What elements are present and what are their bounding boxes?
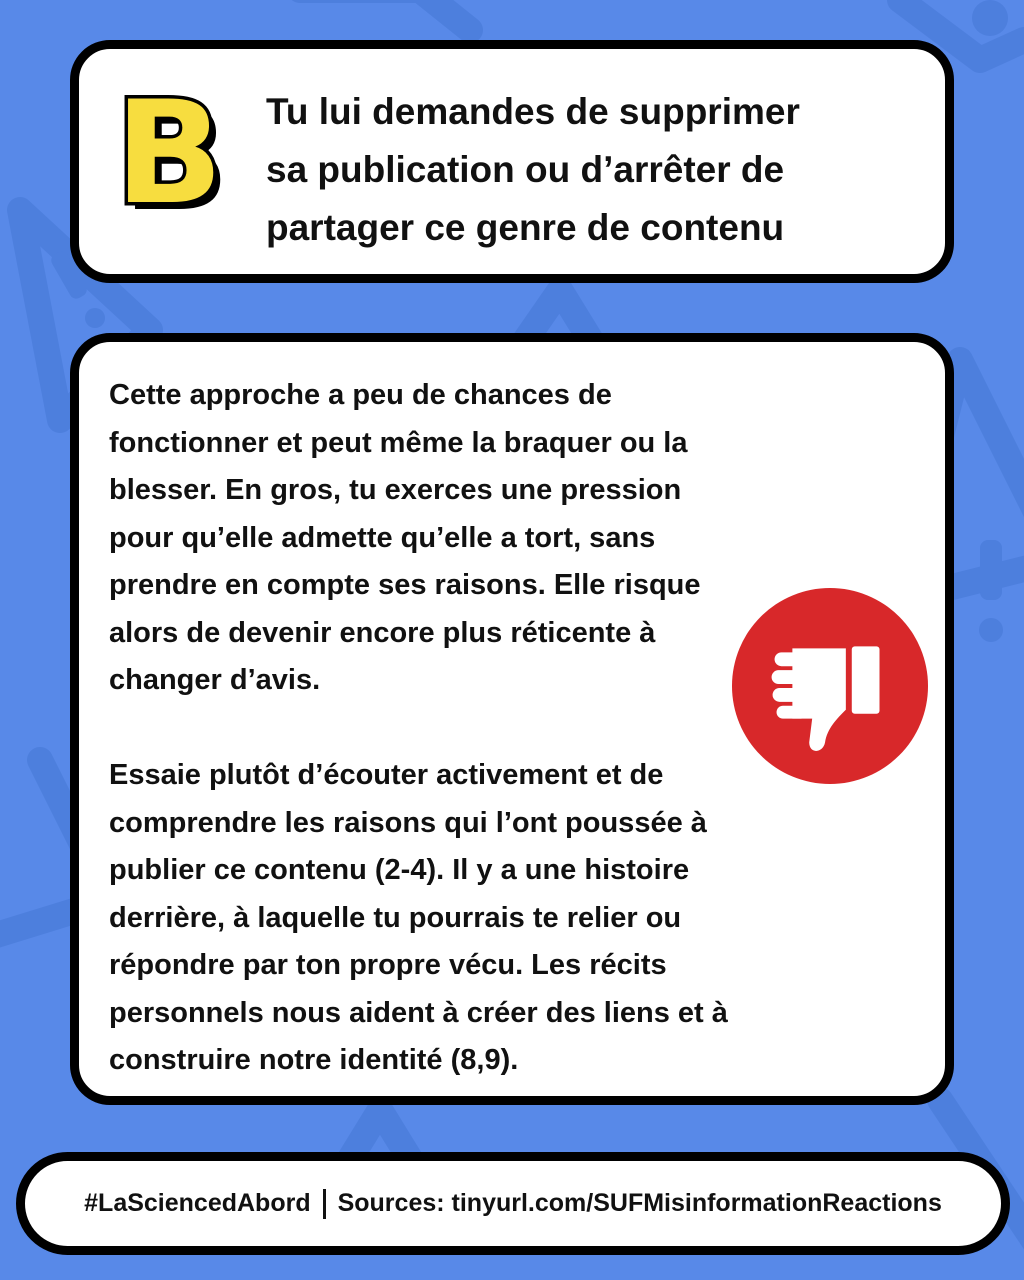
thumbs-down-icon (731, 587, 929, 785)
option-card (70, 40, 954, 283)
explanation-text: Cette approche a peu de chances de fonctionner et peut même la braquer ou la blesser. En gros, tu exerces une pression pour qu’elle admette qu’elle a tort, sans prendre en compte ses raisons. Elle risque alors de devenir encore plus réticente à changer d’avis. Essaie plutôt d’écouter activement et de comprendre les raisons qui l’ont poussée à publier ce contenu (2-4). Il y a une histoire derrière, à laquelle tu pourrais te relier ou répondre par ton propre vécu. Les récits personnels nous aident à créer des liens et à construire notre identité (8,9). (109, 379, 728, 1076)
option-letter: B (115, 71, 224, 236)
option-text: Tu lui demandes de supprimer sa publication ou d’arrêter de partager ce genre de contenu (266, 91, 800, 248)
footer-bar (16, 1152, 1010, 1255)
footer-divider (323, 1189, 326, 1219)
hashtag: #LaSciencedAbord (84, 1189, 311, 1217)
explanation-card (70, 333, 954, 1105)
sources-link[interactable]: Sources: tinyurl.com/SUFMisinformationReactions (337, 1189, 942, 1217)
